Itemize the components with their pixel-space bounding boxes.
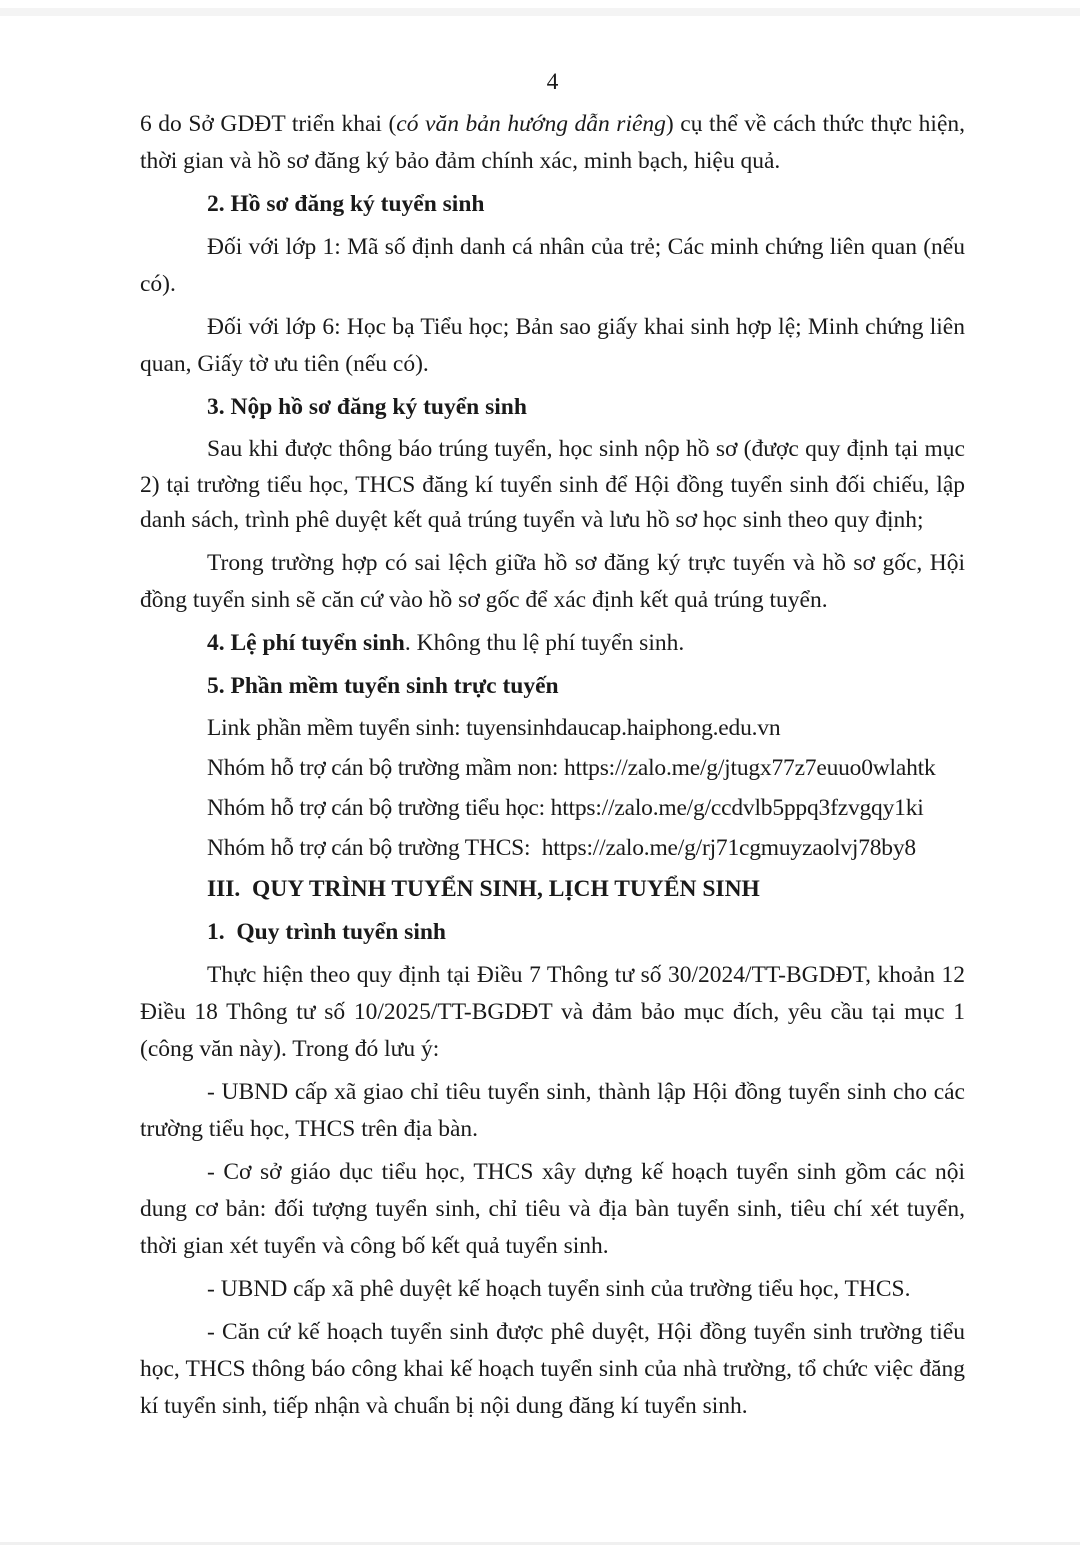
document-page [140, 62, 965, 1425]
section-3-paragraph: Sau khi được thông báo trúng tuyển, học sinh nộp hồ sơ (được quy định tại mục 2) tại trường tiểu học, THCS đăng kí tuyển sinh để Hội đồng tuyển sinh đối chiếu, lập danh sách, trình phê duyệt kết quả trúng tuyển và lưu hồ sơ học sinh theo quy định; [140, 436, 965, 533]
section-4-line [140, 625, 965, 662]
software-url-link[interactable]: tuyensinhdaucap.haiphong.edu.vn [466, 714, 781, 741]
intro-paragraph [140, 106, 965, 180]
part-iii-sub1-heading: 1. Quy trình tuyển sinh [207, 918, 446, 945]
section-2-paragraph: Đối với lớp 1: Mã số định danh cá nhân của trẻ; Các minh chứng liên quan (nếu có). [140, 234, 965, 297]
bullet-item: - Cơ sở giáo dục tiểu học, THCS xây dựng kế hoạch tuyển sinh gồm các nội dung cơ bản: đối tượng tuyển sinh, chỉ tiêu và địa bàn tuyển sinh, tiêu chí xét tuyển, thời gian xét tuyển và công bố kết quả tuyển sinh. [140, 1158, 965, 1259]
page-number: 4 [546, 69, 559, 95]
intro-italic: có văn bản hướng dẫn riêng [396, 111, 666, 137]
section-4-text: . Không thu lệ phí tuyển sinh. [404, 629, 685, 656]
link-label: Nhóm hỗ trợ cán bộ trường mầm non: [207, 754, 564, 781]
section-3-heading: 3. Nộp hồ sơ đăng ký tuyển sinh [207, 394, 527, 420]
viewer-top-band [0, 8, 1080, 16]
section-2-paragraph: Đối với lớp 6: Học bạ Tiểu học; Bản sao giấy khai sinh hợp lệ; Minh chứng liên quan, Giấy tờ ưu tiên (nếu có). [140, 314, 965, 377]
link-label: Link phần mềm tuyển sinh: [207, 714, 467, 741]
bullet-item: - UBND cấp xã phê duyệt kế hoạch tuyển sinh của trường tiểu học, THCS. [207, 1275, 911, 1302]
primary-zalo-link[interactable]: https://zalo.me/g/ccdvlb5ppq3fzvgqy1ki [550, 794, 924, 821]
link-thcs-group [140, 831, 965, 865]
bullet-item: - Căn cứ kế hoạch tuyển sinh được phê duyệt, Hội đồng tuyển sinh trường tiểu học, THCS thông báo công khai kế hoạch tuyển sinh của nhà trường, tổ chức việc đăng kí tuyển sinh, tiếp nhận và chuẩn bị nội dung đăng kí tuyển sinh. [140, 1318, 965, 1419]
preschool-zalo-link[interactable]: https://zalo.me/g/jtugx77z7euuo0wlahtk [563, 754, 936, 781]
intro-text-cont: ) cụ thể về cách thức thực hiện, thời gian và hồ sơ đăng ký bảo đảm chính xác, minh bạch, hiệu quả. [140, 111, 965, 174]
part-iii-paragraph: Thực hiện theo quy định tại Điều 7 Thông tư số 30/2024/TT-BGDĐT, khoản 12 Điều 18 Thông tư số 10/2025/TT-BGDĐT và đảm bảo mục đích, yêu cầu tại mục 1 (công văn này). Trong đó lưu ý: [140, 961, 965, 1062]
bullet-item: - UBND cấp xã giao chỉ tiêu tuyển sinh, thành lập Hội đồng tuyển sinh cho các trường tiểu học, THCS trên địa bàn. [140, 1078, 965, 1142]
section-2-heading: 2. Hồ sơ đăng ký tuyển sinh [207, 191, 485, 217]
link-primary-group [140, 791, 965, 825]
link-software [140, 711, 965, 745]
link-preschool-group [140, 751, 965, 785]
section-5-heading: 5. Phần mềm tuyển sinh trực tuyến [207, 672, 559, 699]
intro-text: 6 do Sở GDĐT triển khai ( [140, 111, 397, 137]
link-label: Nhóm hỗ trợ cán bộ trường tiểu học: [207, 794, 551, 821]
section-4-heading: 4. Lệ phí tuyển sinh [207, 629, 405, 656]
link-label: Nhóm hỗ trợ cán bộ trường THCS: [207, 834, 542, 861]
thcs-zalo-link[interactable]: https://zalo.me/g/rj71cgmuyzaolvj78by8 [541, 834, 916, 861]
part-iii-heading: III. QUY TRÌNH TUYỂN SINH, LỊCH TUYỂN SINH [207, 875, 760, 902]
section-3-paragraph: Trong trường hợp có sai lệch giữa hồ sơ đăng ký trực tuyến và hồ sơ gốc, Hội đồng tuyển sinh sẽ căn cứ vào hồ sơ gốc để xác định kết quả trúng tuyển. [140, 549, 965, 613]
